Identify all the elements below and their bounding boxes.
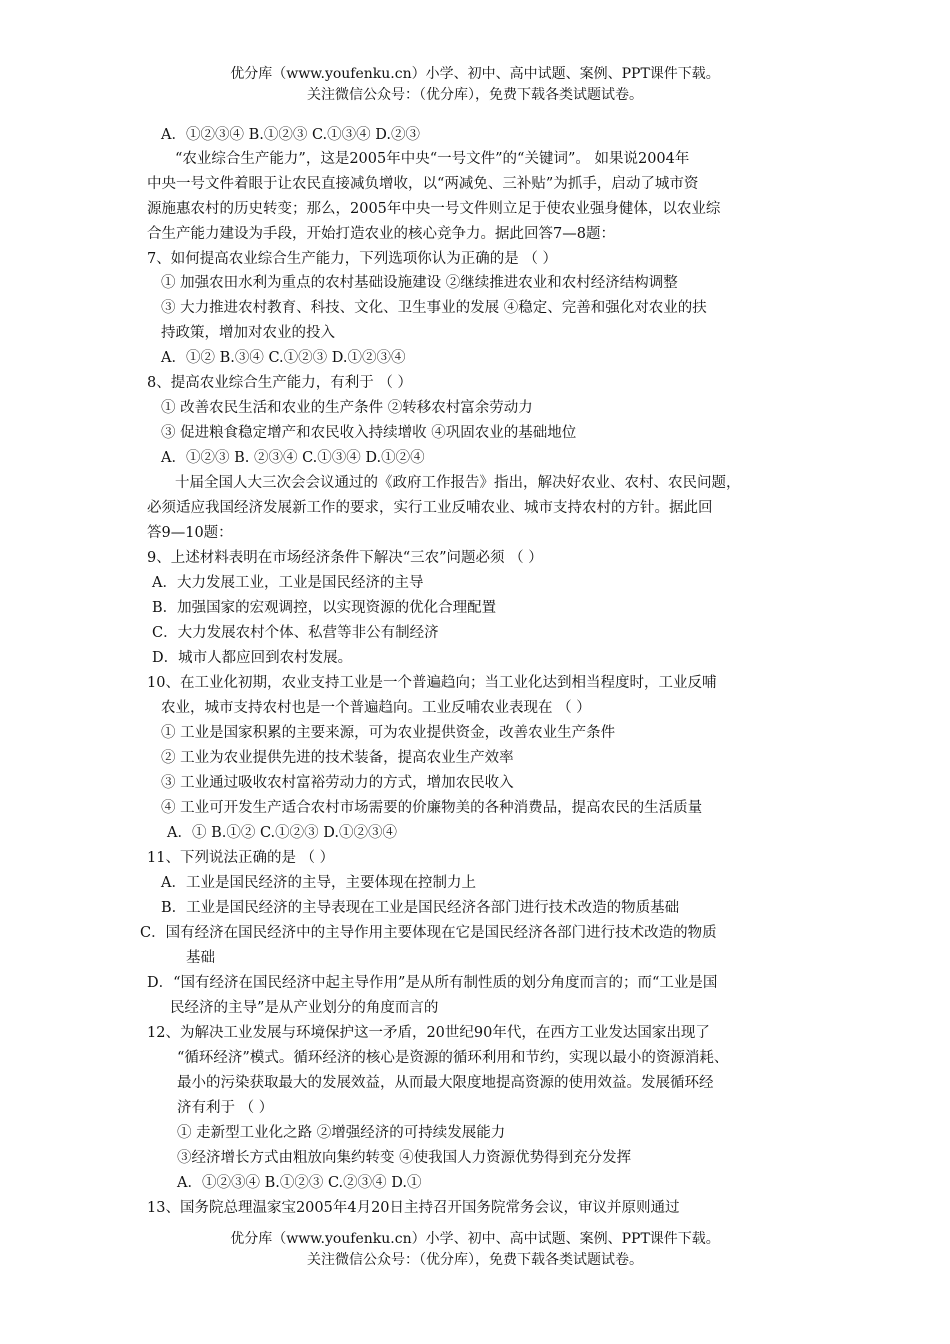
q7-statement: ③ 大力推进农村教育、科技、文化、卫生事业的发展 ④稳定、完善和强化对农业的扶 <box>161 300 707 316</box>
q11-option-a: A．工业是国民经济的主导，主要体现在控制力上 <box>161 875 476 891</box>
q11-option-c-cont: 基础 <box>186 950 215 966</box>
question-10-cont: 农业，城市支持农村也是一个普遍趋向。工业反哺农业表现在 （ ） <box>161 700 591 716</box>
q9-option-c: C．大力发展农村个体、私营等非公有制经济 <box>152 625 439 641</box>
passage-7-8-line: 源施惠农村的历史转变；那么，2005年中央一号文件则立足于使农业强身健体，以农业综 <box>147 201 721 217</box>
q11-option-d-cont: 民经济的主导”是从产业划分的角度而言的 <box>170 1000 439 1016</box>
q8-statement: ① 改善农民生活和农业的生产条件 ②转移农村富余劳动力 <box>161 400 533 416</box>
q7-options: A．①② B.③④ C.①②③ D.①②③④ <box>161 350 406 366</box>
q8-statement: ③ 促进粮食稳定增产和农民收入持续增收 ④巩固农业的基础地位 <box>161 425 577 441</box>
footer-line-2: 关注微信公众号：（优分库），免费下载各类试题试卷。 <box>307 1252 643 1268</box>
header-line-1: 优分库（www.youfenku.cn）小学、初中、高中试题、案例、PPT课件下载。 <box>230 66 720 82</box>
question-12-cont: 最小的污染获取最大的发展效益，从而最大限度地提高资源的使用效益。发展循环经 <box>177 1075 714 1091</box>
header-line-2: 关注微信公众号：（优分库），免费下载各类试题试卷。 <box>307 87 643 103</box>
question-12: 12、为解决工业发展与环境保护这一矛盾，20世纪90年代，在西方工业发达国家出现了 <box>147 1025 710 1041</box>
passage-7-8-line: 中央一号文件着眼于让农民直接减负增收，以“两减免、三补贴”为抓手，启动了城市资 <box>147 176 699 192</box>
passage-7-8-line: “农业综合生产能力”，这是2005年中央“一号文件”的“关键词”。 如果说2004年 <box>175 151 690 167</box>
q12-statement: ③经济增长方式由粗放向集约转变 ④使我国人力资源优势得到充分发挥 <box>177 1150 632 1166</box>
q7-statement: 持政策，增加对农业的投入 <box>161 325 335 341</box>
page-header <box>0 64 950 106</box>
q9-option-a: A．大力发展工业，工业是国民经济的主导 <box>152 575 424 591</box>
page-footer <box>0 1229 950 1271</box>
q7-statement: ① 加强农田水利为重点的农村基础设施建设 ②继续推进农业和农村经济结构调整 <box>161 275 678 291</box>
q11-option-c: C．国有经济在国民经济中的主导作用主要体现在它是国民经济各部门进行技术改造的物质 <box>140 925 717 941</box>
q12-statement: ① 走新型工业化之路 ②增强经济的可持续发展能力 <box>177 1125 506 1141</box>
passage-7-8-line: 合生产能力建设为手段，开始打造农业的核心竞争力。据此回答7—8题： <box>147 226 615 242</box>
question-7: 7、如何提高农业综合生产能力，下列选项你认为正确的是 （ ） <box>147 251 557 267</box>
q11-option-d: D．“国有经济在国民经济中起主导作用”是从所有制性质的划分角度而言的；而“工业是国 <box>147 975 718 991</box>
q6-options: A．①②③④ B.①②③ C.①③④ D.②③ <box>161 127 420 143</box>
question-13: 13、国务院总理温家宝2005年4月20日主持召开国务院常务会议，审议并原则通过 <box>147 1200 680 1216</box>
q9-option-d: D．城市人都应回到农村发展。 <box>152 650 353 666</box>
passage-9-10-line: 答9—10题： <box>147 525 233 541</box>
question-11: 11、下列说法正确的是 （ ） <box>147 850 335 866</box>
passage-9-10-line: 十届全国人大三次会会议通过的《政府工作报告》指出，解决好农业、农村、农民问题， <box>175 475 741 491</box>
question-8: 8、提高农业综合生产能力，有利于 （ ） <box>147 375 412 391</box>
question-12-cont: “循环经济”模式。循环经济的核心是资源的循环利用和节约，实现以最小的资源消耗、 <box>177 1050 729 1066</box>
passage-9-10-line: 必须适应我国经济发展新工作的要求，实行工业反哺农业、城市支持农村的方针。据此回 <box>147 500 713 516</box>
q11-option-b: B．工业是国民经济的主导表现在工业是国民经济各部门进行技术改造的物质基础 <box>161 900 680 916</box>
question-10: 10、在工业化初期，农业支持工业是一个普遍趋向；当工业化达到相当程度时，工业反哺 <box>147 675 717 691</box>
footer-line-1: 优分库（www.youfenku.cn）小学、初中、高中试题、案例、PPT课件下载。 <box>230 1231 720 1247</box>
question-12-cont: 济有利于 （ ） <box>177 1100 274 1116</box>
q10-statement: ④ 工业可开发生产适合农村市场需要的价廉物美的各种消费品，提高农民的生活质量 <box>161 800 703 816</box>
q10-statement: ③ 工业通过吸收农村富裕劳动力的方式，增加农民收入 <box>161 775 514 791</box>
q10-statement: ② 工业为农业提供先进的技术装备，提高农业生产效率 <box>161 750 514 766</box>
q10-statement: ① 工业是国家积累的主要来源，可为农业提供资金，改善农业生产条件 <box>161 725 616 741</box>
q9-option-b: B．加强国家的宏观调控，以实现资源的优化合理配置 <box>152 600 497 616</box>
q12-options: A．①②③④ B.①②③ C.②③④ D.① <box>177 1175 422 1191</box>
q8-options: A．①②③ B. ②③④ C.①③④ D.①②④ <box>161 450 425 466</box>
q10-options: A．① B.①② C.①②③ D.①②③④ <box>167 825 397 841</box>
question-9: 9、上述材料表明在市场经济条件下解决“三农”问题必须 （ ） <box>147 550 543 566</box>
